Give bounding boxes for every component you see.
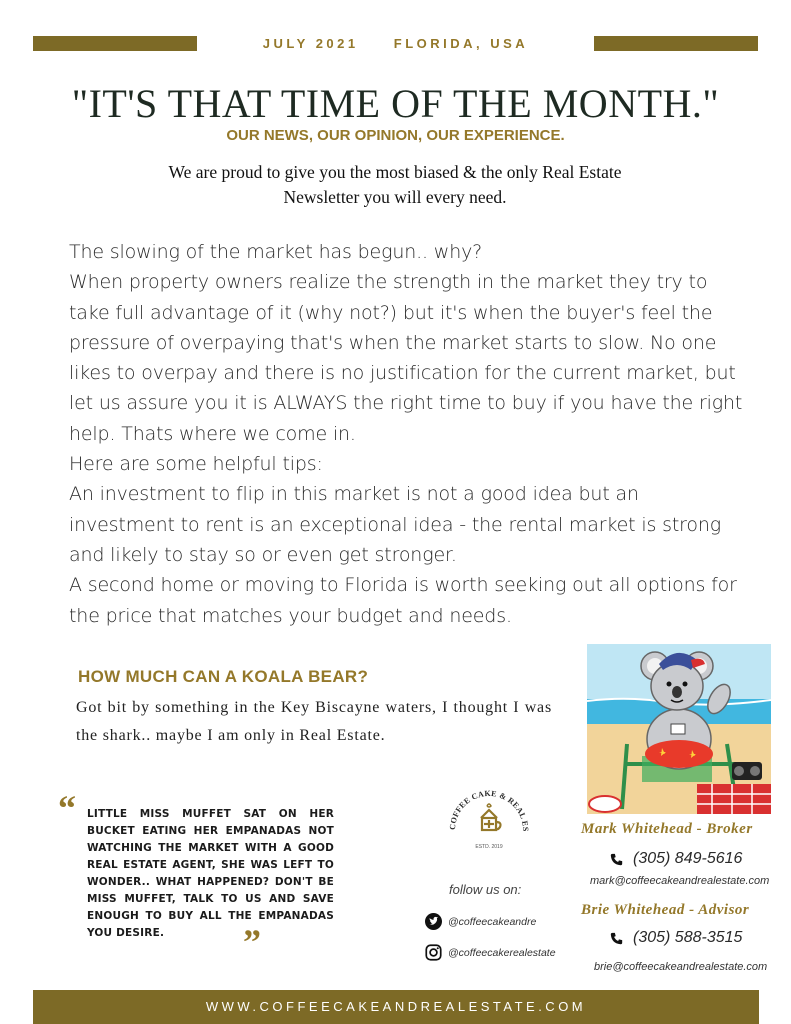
phone-icon	[610, 932, 623, 945]
article-paragraph: When property owners realize the strength in the market they try to take full advantage of it (why not?) but it's when the buyer's feel the pressure of overpaying that's when the market starts to slow. No one likes to overpay and there is no justification for the current market, but let us assure you it is ALWAYS the right time to buy if you have the right help. Thats where we come in.	[69, 271, 743, 445]
footer-website[interactable]: WWW.COFFEECAKEANDREALESTATE.COM	[33, 990, 759, 1024]
phone-icon	[610, 853, 623, 866]
instagram-handle: @coffeecakerealestate	[448, 946, 556, 959]
article-paragraph: The slowing of the market has begun.. why?	[69, 241, 483, 263]
newsletter-subtitle: OUR NEWS, OUR OPINION, OUR EXPERIENCE.	[226, 127, 565, 144]
koala-heading: HOW MUCH CAN A KOALA BEAR?	[78, 667, 369, 686]
issue-location: FLORIDA, USA	[393, 36, 529, 51]
koala-illustration	[587, 644, 771, 814]
article-paragraph: An investment to flip in this market is not a good idea but an investment to rent is an exceptional idea - the rental market is strong and likely to stay so or even get stronger.	[69, 483, 722, 566]
agent-name: Brie Whitehead - Advisor	[581, 902, 750, 918]
koala-text: Got bit by something in the Key Biscayne waters, I thought I was the shark.. maybe I am only in Real Estate.	[76, 699, 552, 744]
dateline	[0, 36, 791, 51]
intro-line-1: We are proud to give you the most biased & the only Real Estate	[168, 162, 622, 182]
open-quote-icon: “	[58, 788, 76, 828]
logo-small-text: ESTD. 2019	[475, 844, 503, 850]
agent-phone[interactable]	[610, 850, 742, 868]
instagram-icon	[425, 944, 442, 961]
article-paragraph: Here are some helpful tips:	[69, 453, 323, 476]
issue-date: JULY 2021	[262, 36, 359, 51]
twitter-link[interactable]	[425, 913, 536, 930]
close-quote-icon: ”	[243, 922, 261, 962]
logo-arc-text: COFFEE CAKE & REAL ES	[447, 788, 531, 832]
intro-line-2: Newsletter you will every need.	[283, 187, 507, 207]
newsletter-title: "IT'S THAT TIME OF THE MONTH."	[71, 81, 720, 126]
agent-name: Mark Whitehead - Broker	[581, 821, 753, 837]
agent-email[interactable]: brie@coffeecakeandrealestate.com	[594, 961, 768, 973]
instagram-link[interactable]	[425, 944, 556, 961]
twitter-handle: @coffeecakeandre	[448, 915, 537, 928]
article-paragraph: A second home or moving to Florida is worth seeking out all options for the price that matches your budget and needs.	[69, 574, 737, 627]
agent-phone[interactable]	[610, 929, 742, 947]
twitter-icon	[425, 913, 442, 930]
coffee-cake-logo	[441, 778, 537, 858]
article-body	[69, 237, 749, 631]
intro-text	[95, 160, 695, 210]
quote-text: LITTLE MISS MUFFET SAT ON HER BUCKET EATING HER EMPANADAS NOT WATCHING THE MARKET WITH A GOOD REAL ESTATE AGENT, SHE WAS LEFT TO WONDER.. WHAT HAPPENED? DON'T BE MISS MUFFET, TALK TO US AND SAVE ENOUGH TO BUY ALL THE EMPANADAS YOU DESIRE.	[87, 808, 334, 939]
follow-label: follow us on:	[449, 882, 522, 897]
agent-phone-number: (305) 849-5616	[633, 850, 743, 867]
agent-email[interactable]: mark@coffeecakeandrealestate.com	[590, 875, 770, 887]
agent-phone-number: (305) 588-3515	[633, 929, 743, 946]
